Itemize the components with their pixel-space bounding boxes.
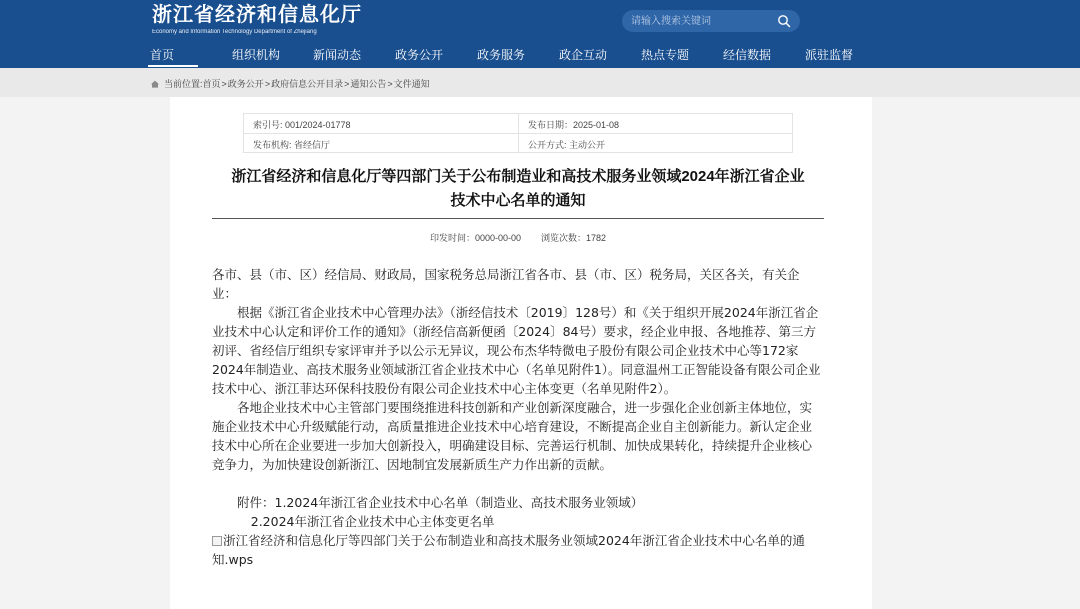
article-title-line2: 技术中心名单的通知 (450, 192, 586, 209)
breadcrumb-separator: > (344, 78, 350, 89)
breadcrumb-notices[interactable]: 通知公告 (350, 79, 387, 89)
attachment-item-2: 2.2024年浙江省企业技术中心主体变更名单 (250, 514, 495, 529)
nav-item-supervision[interactable]: 派驻监督 (805, 48, 854, 62)
nav-item-government-affairs[interactable]: 政务公开 (395, 48, 444, 62)
view-count: 浏览次数：1782 (541, 233, 607, 243)
breadcrumb-separator: > (264, 78, 271, 89)
file-icon (212, 536, 222, 546)
article-paragraph: 根据《浙江省企业技术中心管理办法》（浙经信技术〔2019〕128号）和《关于组织开展2024年浙江省企业技术中心认定和评价工作的通知》（浙经信高新便函〔2024〕84号）要求，经企业申报、各地推荐、第三方初评、省经信厅组织专家评审并予以公示无异议，现公布杰华特微电子股份有限公司企业技术中心等172家2024年制造业、高技术服务业领域浙江省企业技术中心（名单见附件1）。同意温州工正智能设备有限公司企业技术中心、浙江菲达环保科技股份有限公司企业技术中心主体变更（名单见附件2）。 (212, 305, 821, 396)
paragraph-gap (212, 474, 824, 493)
article-meta-table (243, 113, 793, 153)
breadcrumb-bar (0, 68, 1080, 97)
attachment-file-row (212, 531, 824, 569)
nav-item-organization[interactable]: 组织机构 (232, 48, 281, 62)
nav-item-home[interactable]: 首页 (150, 48, 175, 62)
breadcrumb-info-catalog[interactable]: 政府信息公开目录 (271, 79, 344, 89)
search-input[interactable] (631, 13, 771, 29)
meta-index-number: 索引号: 001/2024-01778 (253, 120, 351, 130)
search-icon[interactable] (777, 14, 791, 28)
article-body (212, 265, 824, 569)
breadcrumb-home[interactable]: 首页 (202, 79, 221, 89)
logo-english-name: Economy and Information Technology Department of Zhejiang (152, 29, 317, 35)
publication-info (212, 231, 824, 244)
home-icon (150, 79, 160, 89)
meta-row (244, 133, 792, 152)
attachment-file-link[interactable]: 浙江省经济和信息化厅等四部门关于公布制造业和高技术服务业领域2024年浙江省企业技术中心名单的通知.wps (212, 533, 805, 567)
breadcrumb-prefix: 当前位置: (164, 79, 203, 89)
article-title (212, 165, 824, 213)
site-logo[interactable] (152, 4, 362, 36)
attachment-item-1: 附件：1.2024年浙江省企业技术中心名单（制造业、高技术服务业领域） (237, 495, 644, 510)
nav-item-data[interactable]: 经信数据 (723, 48, 772, 62)
meta-publish-date: 发布日期：2025-01-08 (518, 114, 792, 133)
meta-disclosure-method: 公开方式: 主动公开 (518, 134, 792, 152)
article-paragraph: 各地企业技术中心主管部门要围绕推进科技创新和产业创新深度融合，进一步强化企业创新主体地位，实施企业技术中心升级赋能行动，高质量推进企业技术中心培育建设，不断提高企业自主创新能力。新认定企业技术中心所在企业要进一步加大创新投入，明确建设目标、完善运行机制、加快成果转化，持续提升企业核心竞争力，为加快建设创新浙江、因地制宜发展新质生产力作出新的贡献。 (212, 400, 813, 472)
breadcrumb-government-affairs[interactable]: 政务公开 (227, 79, 264, 89)
title-divider (212, 218, 824, 219)
logo-chinese-name: 浙江省经济和信息化厅 (152, 4, 362, 26)
nav-item-hot-topics[interactable]: 热点专题 (641, 48, 690, 62)
main-nav (0, 44, 1080, 68)
print-time: 印发时间：0000-00-00 (429, 233, 521, 243)
nav-item-news[interactable]: 新闻动态 (313, 48, 362, 62)
article-salutation: 各市、县（市、区）经信局、财政局，国家税务总局浙江省各市、县（市、区）税务局，关区各关，有关企业： (212, 267, 800, 301)
nav-item-interaction[interactable]: 政企互动 (559, 48, 608, 62)
meta-row (244, 114, 792, 133)
search-box (622, 10, 800, 32)
meta-publisher: 发布机构: 省经信厅 (253, 140, 331, 150)
nav-item-government-services[interactable]: 政务服务 (477, 48, 526, 62)
breadcrumb (150, 77, 430, 90)
breadcrumb-separator: > (221, 78, 227, 89)
breadcrumb-file-notices[interactable]: 文件通知 (393, 79, 430, 89)
site-header (0, 0, 1080, 68)
breadcrumb-separator: > (387, 78, 393, 89)
article-title-line1: 浙江省经济和信息化厅等四部门关于公布制造业和高技术服务业领域2024年浙江省企业 (231, 168, 805, 185)
